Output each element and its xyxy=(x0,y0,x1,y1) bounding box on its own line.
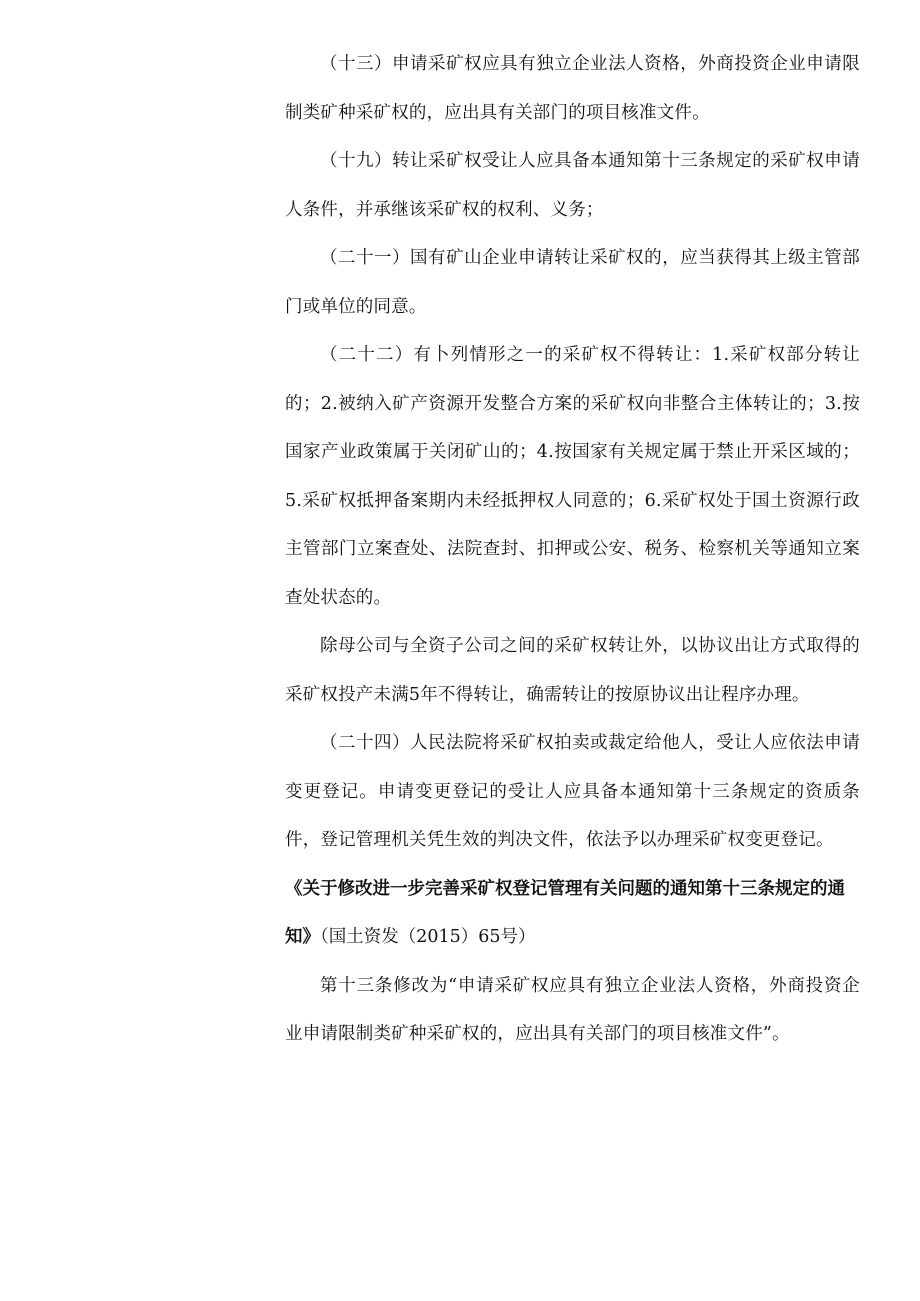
document-body xyxy=(285,40,860,1059)
amendment-reference: （国土资发（2015）65号） xyxy=(320,927,536,947)
paragraph-item-21: （二十一）国有矿山企业申请转让采矿权的，应当获得其上级主管部门或单位的同意。 xyxy=(285,248,860,317)
paragraph-item-19: （十九）转让采矿权受让人应具备本通知第十三条规定的采矿权申请人条件，并承继该采矿权的权利、义务； xyxy=(285,151,860,220)
amendment-heading xyxy=(285,865,860,962)
amendment-paragraph: 第十三条修改为“申请采矿权应具有独立企业法人资格，外商投资企业申请限制类矿种采矿权的，应出具有关部门的项目核准文件”。 xyxy=(285,975,860,1044)
paragraph-transfer-restriction: 除母公司与全资子公司之间的采矿权转让外，以协议出让方式取得的采矿权投产未满5年不得转让，确需转让的按原协议出让程序办理。 xyxy=(285,636,860,705)
amendment-title: 《关于修改进一步完善采矿权登记管理有关问题的通知第十三条规定的通知》 xyxy=(285,878,845,947)
paragraph-item-13: （十三）申请采矿权应具有独立企业法人资格，外商投资企业申请限制类矿种采矿权的，应出具有关部门的项目核准文件。 xyxy=(285,54,860,123)
paragraph-item-24: （二十四）人民法院将采矿权拍卖或裁定给他人，受让人应依法申请变更登记。申请变更登记的受让人应具备本通知第十三条规定的资质条件，登记管理机关凭生效的判决文件，依法予以办理采矿权变更登记。 xyxy=(285,733,860,850)
paragraph-item-22: （二十二）有卜列情形之一的采矿权不得转让：1.采矿权部分转让的；2.被纳入矿产资源开发整合方案的采矿权向非整合主体转让的；3.按国家产业政策属于关闭矿山的；4.按国家有关规定属于禁止开采区域的；5.采矿权抵押备案期内未经抵押权人同意的；6.采矿权处于国土资源行政主管部门立案查处、法院查封、扣押或公安、税务、检察机关等通知立案查处状态的。 xyxy=(285,345,860,608)
